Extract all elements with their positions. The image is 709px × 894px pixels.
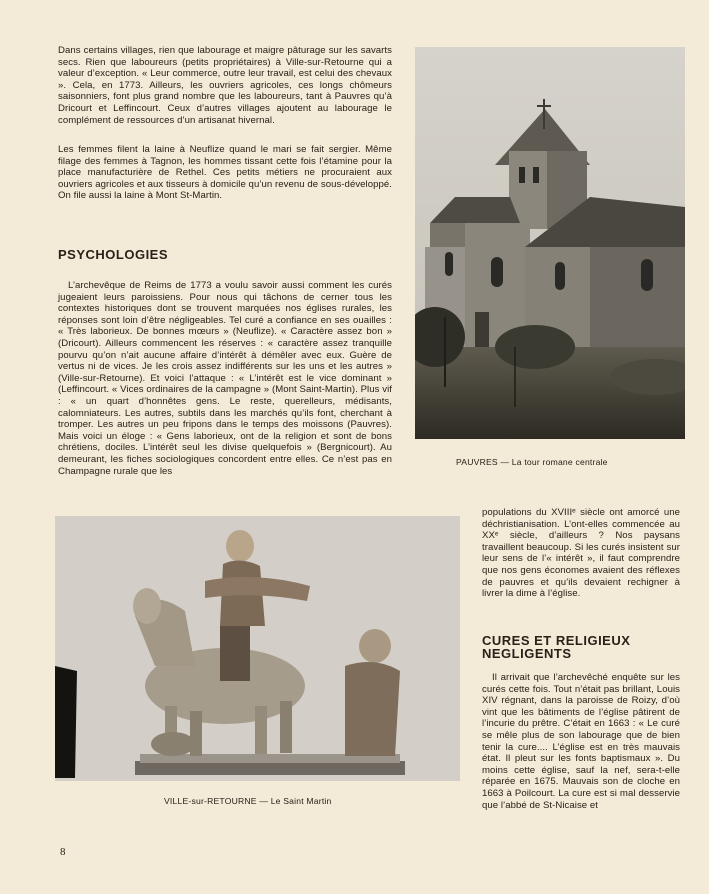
- church-illustration: [415, 47, 685, 439]
- church-caption: PAUVRES — La tour romane centrale: [456, 457, 608, 467]
- statue-photo: [55, 516, 460, 781]
- church-photo: [415, 47, 685, 439]
- cures-body: Il arrivait que l’archevêché enquête sur les curés cette fois. Tout n’était pas brillant, Louis XIV régnant, dans la paroisse de Roizy, d’où vint que les bâtiments de l’église pâtirent de l’incurie du prêtre. C’était en 1663 : « Le curé se mêle plus de son labourage que de bien tenir la cure.... L’église est en très mauvais état. Il pleut sur les fonts baptismaux ». Du moins cette église, sauf la nef, sera-t-elle réparée en 1675. Mauvais son de cloche en 1663 à Poilcourt. La cure est si mal desservie que l’abbé de St-Nicaise et: [482, 672, 680, 811]
- wool-paragraph: Les femmes filent la laine à Neuflize quand le mari se fait sergier. Même filage des femmes à Tagnon, les hommes tissant cette fois l’étamine pour la place manufacturière de Rethel. Ces petits métiers ne procuraient aux ouvriers agricoles et aux tisseurs à domicile qu’un revenu de sous-développé. On file aussi la laine à Mont St-Martin.: [58, 144, 392, 202]
- statue-illustration: [55, 516, 460, 781]
- statue-caption: VILLE-sur-RETOURNE — Le Saint Martin: [164, 796, 332, 806]
- intro-paragraph: Dans certains villages, rien que labourage et maigre pâturage sur les savarts secs. Rien que laboureurs (petits propriétaires) à Ville-sur-Retourne qui a valeur d’exception. « Leur commerce, outre leur travail, est celui des chevaux ». Cela, en 1773. Ailleurs, les ouvriers agricoles, ces longs chômeurs saisonniers, font plus grand nombre que les laboureurs, tant à Pauvres qu’à Dricourt et Leffincourt. Ceux d’autres villages ajoutent au labourage le complément de ressources d’un artisanat hivernal.: [58, 45, 392, 126]
- psychologies-heading: PSYCHOLOGIES: [58, 247, 169, 262]
- continuation-paragraph: populations du XVIIIᵉ siècle ont amorcé une déchristianisation. L’ont-elles commencée au XXᵉ siècle, d’ailleurs ? Nos paysans travaillent beaucoup. Si les curés insistent sur leur sens de l’« intérêt », il faut comprendre que nos gens économes avaient des réflexes de pauvres et qu’ils devaient rechigner à livrer la dime à l’église.: [482, 507, 680, 600]
- cures-heading-line2: NEGLIGENTS: [482, 646, 572, 661]
- psychologies-body: L’archevêque de Reims de 1773 a voulu savoir aussi comment les curés jugeaient leurs paroissiens. Pour nous qui tâchons de cerner tous les contextes historiques dont se trouvent marquées nos églises rurales, les réponses sont loin d’être négligeables. Tel curé a confiance en ses ouailles : « Très laborieux. De bonnes mœurs » (Neuflize). « Caractère assez bon » (Dricourt). Ailleurs commencent les réserves : « caractère assez tranquille pourvu qu’on n’ait aucune affaire d’intérêt à démêler avec eux. Guère de vertus ni de vices. Je les crois assez indifférents sur les uns et les autres » (Ville-sur-Retourne). Et voici l’attaque : « L’intérêt est le vice dominant » (Leffincourt. « Vices ordinaires de la campagne » (Mont Saint-Martin). Plus vif : « un quart d’honnêtes gens. Le reste, querelleurs, médisants, calomniateurs. Les autres, subtils dans les marchés qu’ils font, cherchant à tromper. Les autres un peu fripons dans le temps des moissons (Pauvres). Mais voici un éloge : « Gens laborieux, ont de la religion et sont de bons chrétiens, dociles. L’intérêt seul les divise quelquefois » (Bergnicourt). Au demeurant, les fiches sociologiques concordent entre elles. Ce n’est pas en Champagne rurale que les: [58, 280, 392, 477]
- page-number: 8: [60, 846, 66, 858]
- cures-heading-line1: CURES ET RELIGIEUX: [482, 633, 631, 648]
